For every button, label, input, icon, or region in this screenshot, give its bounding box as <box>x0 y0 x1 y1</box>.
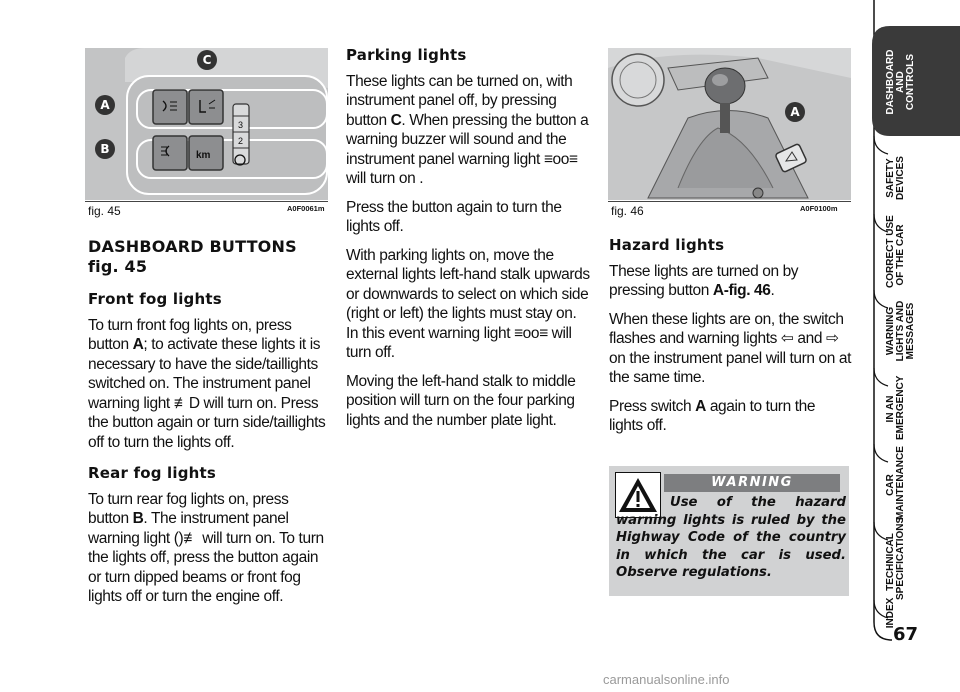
parking-lights-icon-2: ≡oo≡ <box>514 324 548 342</box>
fig46-caption: fig. 46 <box>611 204 644 218</box>
callout-a: A <box>95 95 115 115</box>
dashboard-buttons-illustration <box>85 48 328 200</box>
hazard-p2: When these lights are on, the switch flashes and warning lights ⇦ and ⇨ on the instrument panel will turn on at the same time. <box>609 310 852 386</box>
figure-45 <box>85 48 328 200</box>
fig45-code: A0F0061m <box>287 204 325 213</box>
button-ref-a: A <box>132 336 144 353</box>
button-ref-c: C <box>390 111 402 129</box>
callout-b: B <box>95 139 115 159</box>
hazard-p3: Press switch A again to turn the lights off. <box>609 397 816 434</box>
tab-correct-use[interactable]: CORRECT USE OF THE CAR <box>885 215 906 288</box>
figure-46 <box>608 48 851 200</box>
parking-p1: These lights can be turned on, with instrument panel off, by pressing button C. When pressing the button a warning buzzer will sound and the instrument panel warning light ≡oo≡ will turn on . <box>346 72 589 187</box>
page-number: 67 <box>893 624 919 645</box>
tab-warning-lights[interactable]: WARNING LIGHTS AND MESSAGES <box>885 300 916 362</box>
parking-title: Parking lights <box>346 46 467 64</box>
tab-index[interactable]: INDEX <box>885 597 896 629</box>
right-column <box>609 236 852 445</box>
key-3: 3 <box>238 120 244 130</box>
front-fog-warning-icon: ≢D <box>173 394 200 412</box>
rear-fog-title: Rear fog lights <box>88 464 217 482</box>
callout-c: C <box>197 50 217 70</box>
button-ref-b: B <box>132 510 144 527</box>
tab-dashboard-and-controls[interactable]: DASHBOARD AND CONTROLS <box>885 49 916 115</box>
hazard-p1: These lights are turned on by pressing button A-fig. 46. <box>609 262 799 299</box>
button-ref-a-2: A <box>695 397 706 415</box>
parking-p3: With parking lights on, move the external lights left-hand stalk upwards or downwards to select on which side (right or left) the lights must stay on. In this event warning light ≡oo≡ will turn off. <box>346 246 590 361</box>
button-ref-a-fig46: A-fig. 46 <box>712 282 771 299</box>
left-arrow-icon: ⇦ <box>780 330 794 347</box>
front-fog-title: Front fog lights <box>88 290 222 308</box>
tab-safety-devices[interactable]: SAFETY DEVICES <box>885 156 906 200</box>
tab-car-maintenance[interactable]: CAR MAINTENANCE <box>885 446 906 520</box>
warning-label: WARNING <box>664 474 840 492</box>
fig46-code: A0F0100m <box>800 204 838 213</box>
tab-in-an-emergency[interactable]: IN AN EMERGENCY <box>885 375 906 440</box>
key-2: 2 <box>238 136 244 146</box>
km-label: km <box>196 150 211 161</box>
section-title: DASHBOARD BUTTONS <box>88 237 297 256</box>
hazard-title: Hazard lights <box>609 236 725 254</box>
front-fog-text: To turn front fog lights on, press button A; to activate these lights it is necessary to have the side/taillights switched on. The instrument panel warning light ≢D will turn on. Press the button again or turn side/taillights off to turn the lights off. <box>88 316 326 451</box>
watermark: carmanualsonline.info <box>603 672 730 687</box>
fig45-caption: fig. 45 <box>88 204 121 218</box>
parking-p2: Press the button again to turn the lights off. <box>346 198 562 235</box>
fig46-rule <box>608 201 851 202</box>
rear-fog-text: To turn rear fog lights on, press button B. The instrument panel warning light ()≢ will turn on. To turn the lights off, press the button again or turn dipped beams or front fog lights off or turn the engine off. <box>88 490 324 605</box>
section-fig-ref: fig. 45 <box>88 256 148 276</box>
right-arrow-icon: ⇨ <box>825 330 839 347</box>
middle-column <box>346 46 590 439</box>
callout-a-fig46: A <box>785 102 805 122</box>
chapter-tabs <box>872 0 960 692</box>
parking-p4: Moving the left-hand stalk to middle position will turn on the four parking lights and the number plate light. <box>346 372 576 429</box>
warning-text: Use of the hazard warning lights is ruled by the Highway Code of the country in which the car is used. Observe regulations. <box>616 495 846 580</box>
tab-technical-specifications[interactable]: TECHNICAL SPECIFICATIONS <box>885 516 906 600</box>
gear-console-illustration <box>608 48 851 200</box>
left-column <box>88 237 328 616</box>
fig45-rule <box>85 201 328 202</box>
parking-lights-icon: ≡oo≡ <box>543 150 578 168</box>
rear-fog-warning-icon: ()≢ <box>173 529 199 547</box>
